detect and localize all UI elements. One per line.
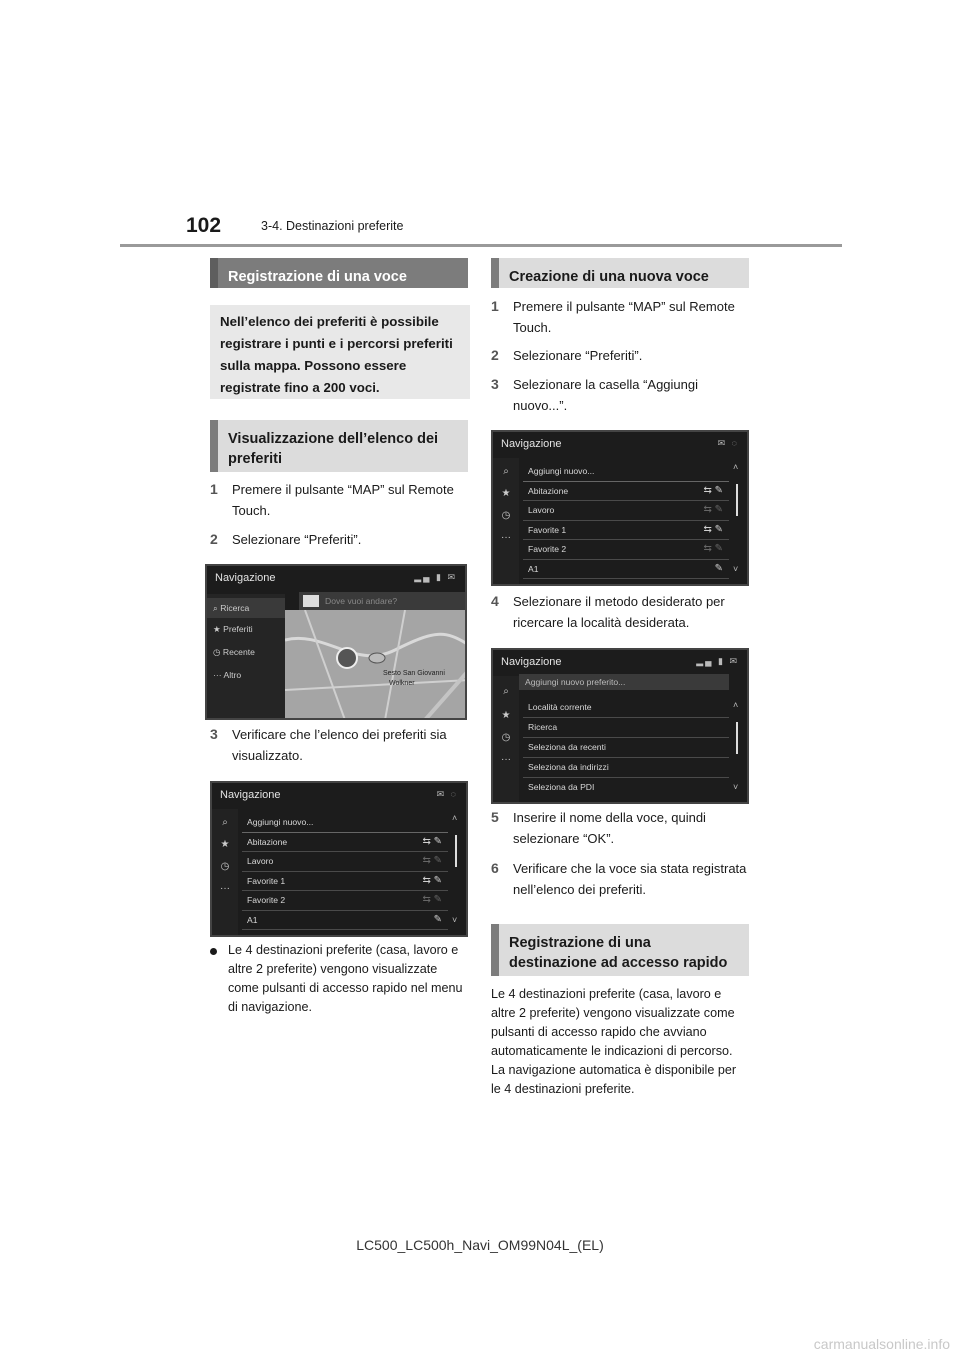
right-step-3 (491, 374, 749, 416)
left-step-3 (210, 724, 468, 766)
list-item[interactable] (242, 911, 448, 931)
item-label: Seleziona da PDI (528, 782, 595, 792)
list-item[interactable] (523, 540, 729, 560)
step-text: Selezionare il metodo desiderato per ricercare la località desiderata. (513, 594, 725, 630)
step-number: 1 (210, 481, 218, 497)
item-label: Lavoro (528, 505, 555, 515)
heading-accesso-rapido: Registrazione di una destinazione ad accesso rapido (491, 924, 749, 976)
list-item[interactable] (523, 501, 729, 521)
list-item[interactable] (242, 833, 448, 853)
menu-altro[interactable]: ··· Altro (213, 670, 242, 680)
bullet-text: Le 4 destinazioni preferite (casa, lavoro e altre 2 preferite) vengono visualizzate come pulsanti di accesso rapido nel menu di navigazione. (228, 943, 463, 1014)
item-label: Località corrente (528, 702, 592, 712)
item-label: A1 (528, 563, 539, 574)
screen-title: Navigazione (215, 572, 276, 584)
step-number: 6 (491, 860, 499, 876)
step-number: 4 (491, 593, 499, 609)
item-label: Favorite 1 (528, 524, 567, 535)
item-label: Aggiungi nuovo... (247, 817, 314, 827)
method-list (523, 698, 729, 797)
step-text: Verificare che la voce sia stata registrata nell’elenco dei preferiti. (513, 861, 747, 897)
item-label: A1 (247, 914, 258, 925)
right-step-4 (491, 591, 749, 633)
route-edit-icon[interactable]: ⇆ ✎ (422, 855, 442, 866)
step-text: Selezionare “Preferiti”. (513, 348, 643, 363)
chevron-up-icon[interactable]: ˄ (733, 700, 739, 710)
item-label: Ricerca (528, 722, 558, 732)
status-icons: ▂▄ ▮ ✉ (414, 572, 457, 582)
scrollbar[interactable] (452, 813, 460, 925)
heading-visualizzazione: Visualizzazione dell’elenco dei preferiti (210, 420, 468, 472)
route-edit-icon[interactable]: ⇆ ✎ (422, 874, 442, 886)
screen-title: Navigazione (501, 438, 562, 450)
list-item[interactable] (523, 698, 729, 718)
bullet-dot (210, 948, 217, 955)
favorites-list (523, 462, 729, 579)
list-item[interactable] (242, 813, 448, 833)
route-edit-icon[interactable]: ⇆ ✎ (703, 523, 723, 535)
search-input[interactable]: Dove vuoi andare? (299, 592, 467, 610)
step-text: Premere il pulsante “MAP” sul Remote Touch. (513, 299, 735, 335)
item-label: Lavoro (247, 856, 274, 866)
navigation-menu (207, 594, 285, 718)
item-label: Seleziona da recenti (528, 742, 606, 752)
list-item[interactable] (523, 738, 729, 758)
route-edit-icon[interactable]: ⇆ ✎ (703, 484, 723, 496)
scroll-thumb[interactable] (736, 722, 738, 754)
edit-icon[interactable]: ✎ (714, 562, 723, 574)
step-number: 3 (491, 376, 499, 392)
map-label: Sesto San Giovanni (383, 670, 445, 677)
more-icon[interactable]: ··· (501, 754, 511, 765)
item-label: Favorite 2 (247, 895, 286, 905)
status-icons: ✉ ◌ (436, 789, 458, 799)
star-icon[interactable]: ★ (501, 488, 511, 499)
screen-title: Navigazione (501, 656, 562, 668)
list-item[interactable] (523, 560, 729, 580)
clock-icon[interactable]: ◷ (501, 732, 511, 743)
right-step-2 (491, 345, 749, 366)
list-item[interactable] (242, 891, 448, 911)
menu-label: Preferiti (223, 624, 253, 634)
more-icon[interactable]: ··· (220, 883, 230, 894)
right-step-6 (491, 858, 749, 900)
bullet-note (210, 941, 468, 1017)
menu-recente[interactable]: ◷ Recente (213, 647, 255, 657)
chevron-down-icon[interactable]: ˅ (733, 564, 739, 574)
list-item[interactable] (523, 718, 729, 738)
menu-ricerca[interactable]: ⌕ Ricerca (207, 598, 285, 618)
accesso-rapido-paragraph: Le 4 destinazioni preferite (casa, lavoro e altre 2 preferite) vengono visualizzate come pulsanti di accesso rapido che avviano automaticamente le indicazioni di percorso. La navigazione automatica è disponibile per le 4 destinazioni preferite. (491, 987, 737, 1096)
chevron-up-icon[interactable]: ˄ (733, 462, 739, 472)
menu-preferiti[interactable]: ★ Preferiti (213, 624, 253, 634)
scroll-thumb[interactable] (455, 835, 457, 867)
star-icon[interactable]: ★ (220, 839, 230, 850)
list-item[interactable] (242, 872, 448, 892)
step-text: Verificare che l’elenco dei preferiti sia visualizzato. (232, 727, 447, 763)
map-label: Wolkner (389, 680, 415, 687)
item-label: Abitazione (247, 836, 288, 847)
step-number: 2 (210, 531, 218, 547)
heading-creazione: Creazione di una nuova voce (491, 258, 749, 288)
right-step-1 (491, 296, 749, 338)
step-number: 3 (210, 726, 218, 742)
item-label: Favorite 1 (247, 875, 286, 886)
page-number: 102 (186, 214, 222, 237)
list-item[interactable] (523, 462, 729, 482)
search-icon[interactable]: ⌕ (503, 466, 509, 477)
search-icon[interactable]: ⌕ (222, 817, 228, 828)
side-icons (493, 676, 519, 802)
item-label: Aggiungi nuovo... (528, 466, 595, 476)
side-icons (493, 458, 519, 584)
step-text: Premere il pulsante “MAP” sul Remote Touch. (232, 482, 454, 518)
step-text: Selezionare “Preferiti”. (232, 532, 362, 547)
footer-code: LC500_LC500h_Navi_OM99N04L_(EL) (356, 1237, 604, 1253)
scroll-thumb[interactable] (736, 484, 738, 516)
header-rule (120, 244, 842, 247)
menu-label: Recente (222, 647, 255, 657)
scrollbar[interactable] (733, 700, 741, 792)
favorites-list-screenshot (210, 781, 468, 937)
watermark: carmanualsonline.info (813, 1336, 950, 1352)
keyboard-icon[interactable] (303, 595, 319, 607)
list-item[interactable] (242, 852, 448, 872)
add-new-favorite-input[interactable]: Aggiungi nuovo preferito... (519, 674, 729, 690)
menu-label: Ricerca (220, 603, 250, 613)
step-text: Inserire il nome della voce, quindi selezionare “OK”. (513, 810, 706, 846)
step-number: 1 (491, 298, 499, 314)
screen-title: Navigazione (220, 789, 281, 801)
item-label: Abitazione (528, 485, 569, 496)
navigation-map-screenshot (205, 564, 467, 720)
route-edit-icon[interactable]: ⇆ ✎ (703, 543, 723, 554)
intro-box: Nell’elenco dei preferiti è possibile registrare i punti e i percorsi preferiti sulla mappa. Possono essere registrate fino a 200 voci. (210, 305, 470, 399)
star-icon[interactable]: ★ (501, 710, 511, 721)
clock-icon[interactable]: ◷ (220, 861, 230, 872)
edit-icon[interactable]: ✎ (433, 913, 442, 925)
chevron-down-icon[interactable]: ˅ (733, 782, 739, 792)
chevron-up-icon[interactable]: ˄ (452, 813, 458, 823)
list-item[interactable] (523, 758, 729, 778)
search-icon[interactable]: ⌕ (503, 686, 509, 697)
item-label: Seleziona da indirizzi (528, 762, 609, 772)
right-step-5 (491, 807, 749, 849)
step-text: Selezionare la casella “Aggiungi nuovo...”. (513, 377, 699, 413)
step-number: 5 (491, 809, 499, 825)
favorites-list-screenshot-2 (491, 430, 749, 586)
route-edit-icon[interactable]: ⇆ ✎ (703, 504, 723, 515)
scrollbar[interactable] (733, 462, 741, 574)
item-label: Favorite 2 (528, 544, 567, 554)
more-icon[interactable]: ··· (501, 532, 511, 543)
status-icons: ▂▄ ▮ ✉ (696, 656, 739, 666)
list-item[interactable] (523, 482, 729, 502)
clock-icon[interactable]: ◷ (501, 510, 511, 521)
route-edit-icon[interactable]: ⇆ ✎ (422, 835, 442, 847)
list-item[interactable] (523, 521, 729, 541)
route-edit-icon[interactable]: ⇆ ✎ (422, 894, 442, 905)
section-title: 3-4. Destinazioni preferite (261, 219, 404, 233)
list-item[interactable] (523, 778, 729, 797)
left-step-1 (210, 479, 468, 521)
map-area (285, 610, 465, 718)
method-selection-screenshot (491, 648, 749, 804)
side-icons (212, 809, 238, 935)
chevron-down-icon[interactable]: ˅ (452, 915, 458, 925)
menu-label: Altro (223, 670, 242, 680)
heading-registrazione: Registrazione di una voce (210, 258, 468, 288)
step-number: 2 (491, 347, 499, 363)
status-icons: ✉ ◌ (717, 438, 739, 448)
left-step-2 (210, 529, 468, 550)
favorites-list (242, 813, 448, 930)
